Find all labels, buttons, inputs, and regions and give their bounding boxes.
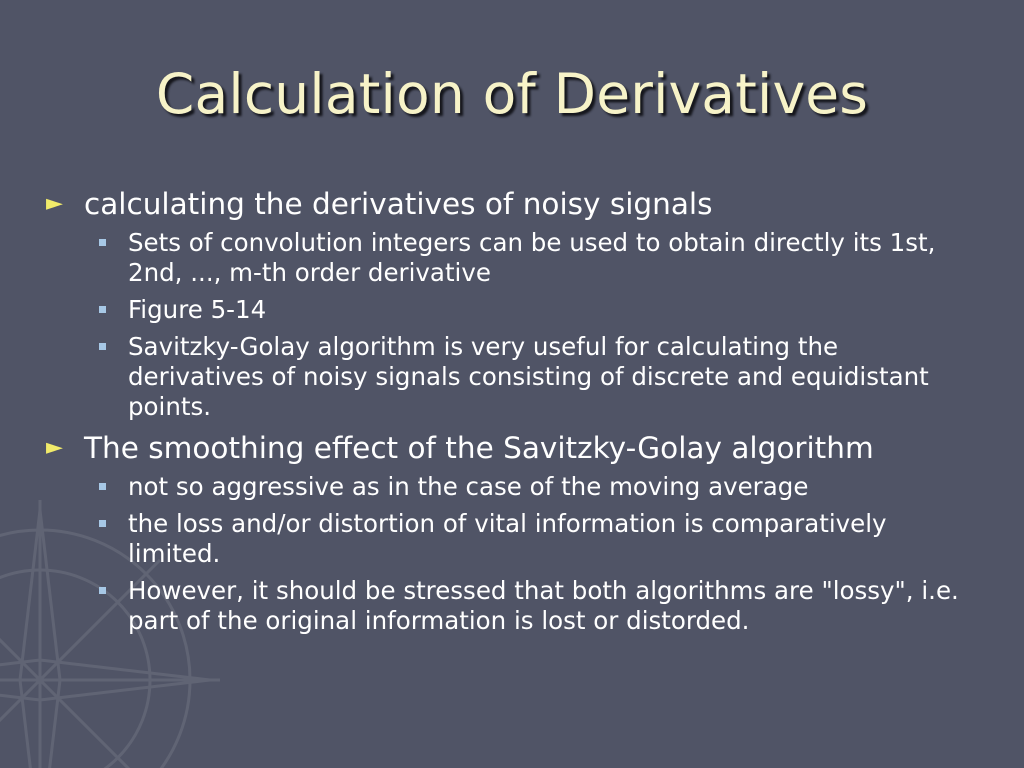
bullet-level2-text: Figure 5-14 <box>128 295 267 324</box>
bullet-level2 <box>84 472 976 502</box>
bullet-level1-text: calculating the derivatives of noisy signals <box>84 187 713 221</box>
triangle-right-icon: ► <box>46 191 63 216</box>
bullet-level2-text: However, it should be stressed that both algorithms are "lossy", i.e. part of the original information is lost or distorded. <box>128 576 959 635</box>
square-icon <box>99 483 106 490</box>
sub-bullet-list <box>84 228 976 422</box>
square-icon <box>99 587 106 594</box>
square-icon <box>99 343 106 350</box>
bullet-level1 <box>46 186 976 422</box>
bullet-level2-text: Savitzky-Golay algorithm is very useful for calculating the derivatives of noisy signals consisting of discrete and equidistant points. <box>128 332 929 421</box>
slide-body <box>46 186 976 644</box>
bullet-level1 <box>46 430 976 636</box>
square-icon <box>99 520 106 527</box>
bullet-level2-text: Sets of convolution integers can be used to obtain directly its 1st, 2nd, ..., m-th order derivative <box>128 228 936 287</box>
bullet-level2 <box>84 295 976 325</box>
bullet-level2 <box>84 576 976 636</box>
square-icon <box>99 306 106 313</box>
square-icon <box>99 239 106 246</box>
triangle-right-icon: ► <box>46 435 63 460</box>
bullet-level2-text: not so aggressive as in the case of the moving average <box>128 472 809 501</box>
sub-bullet-list <box>84 472 976 636</box>
slide-title: Calculation of Derivatives <box>155 62 869 126</box>
bullet-level1-text: The smoothing effect of the Savitzky-Golay algorithm <box>84 431 874 465</box>
bullet-level2-text: the loss and/or distortion of vital information is comparatively limited. <box>128 509 887 568</box>
bullet-level2 <box>84 332 976 422</box>
bullet-level2 <box>84 509 976 569</box>
bullet-level2 <box>84 228 976 288</box>
